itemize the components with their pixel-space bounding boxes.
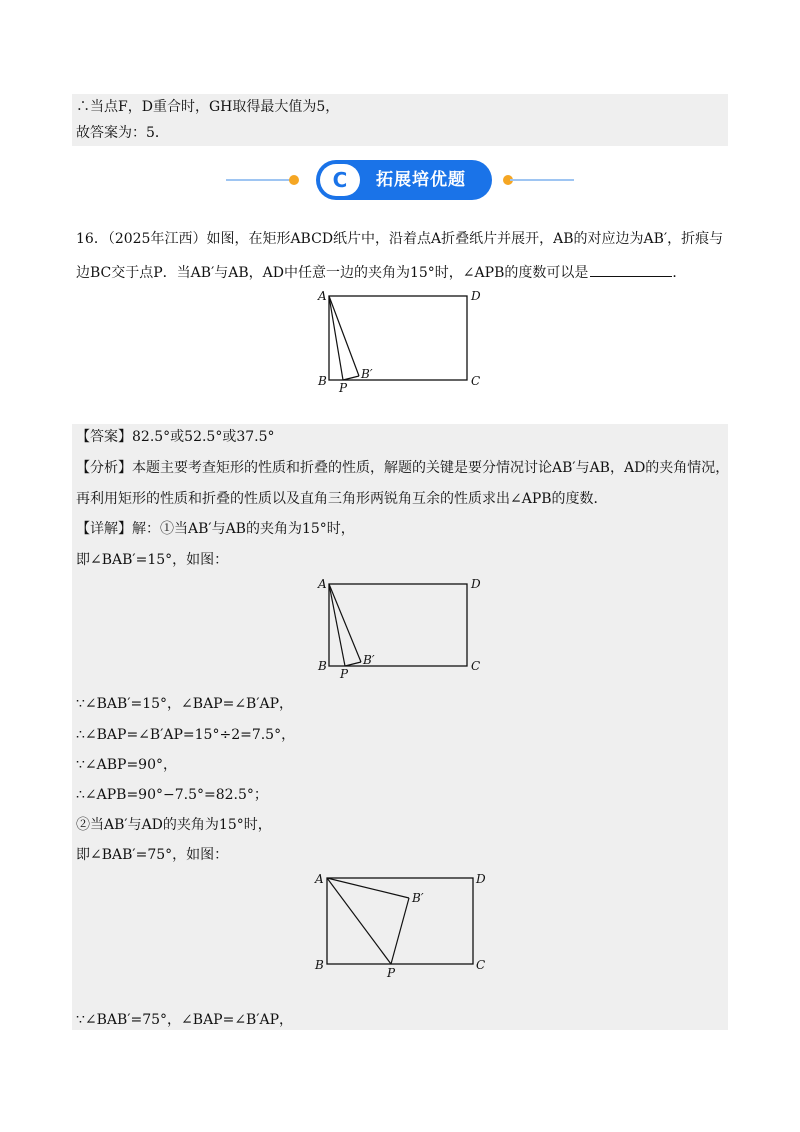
figure-2 (310, 571, 490, 683)
banner-badge-letter: C (332, 168, 348, 192)
label-c-3: C (476, 958, 486, 972)
label-b-2: B (318, 659, 327, 673)
step-line-4: ∴∠APB=90°−7.5°=82.5°； (76, 787, 268, 803)
question-line-2-text: 边BC交于点P．当AB′与AB，AD中任意一边的夹角为15°时，∠APB的度数可以是 (76, 265, 589, 281)
rectangle-abcd (329, 296, 467, 380)
label-p-3: P (387, 966, 396, 980)
fold-line-ap-2 (329, 584, 345, 666)
previous-solution-line-2: 故答案为：5． (76, 125, 169, 141)
label-d-2: D (471, 577, 481, 591)
step-line-5: ∵∠BAB′=75°，∠BAP=∠B′AP， (76, 1012, 294, 1028)
label-b-3: B (315, 958, 324, 972)
previous-solution-line-1: ∴当点F，D重合时，GH取得最大值为5， (76, 99, 340, 115)
banner-left-dot (289, 175, 299, 185)
segment-ab-prime-2 (329, 584, 361, 662)
question-line-2 (76, 262, 686, 283)
label-d: D (471, 289, 481, 303)
analysis-line-2: 再利用矩形的性质和折叠的性质以及直角三角形两锐角互余的性质求出∠APB的度数． (76, 491, 608, 507)
label-c: C (471, 374, 481, 388)
label-c-2: C (471, 659, 481, 673)
label-b-prime: B′ (361, 367, 373, 381)
step-line-3: ∵∠ABP=90°， (76, 757, 178, 773)
figure-3 (310, 864, 500, 982)
case-2-line-1: ②当AB′与AD的夹角为15°时， (76, 817, 272, 833)
rectangle-abcd-2 (329, 584, 467, 666)
label-b-prime-2: B′ (363, 653, 375, 667)
label-p: P (339, 381, 348, 395)
step-line-2: ∴∠BAP=∠B′AP=15°÷2=7.5°， (76, 727, 296, 743)
answer-blank[interactable] (590, 262, 672, 277)
banner-title: 拓展培优题 (376, 170, 466, 190)
answer-line: 【答案】82.5°或52.5°或37.5° (76, 429, 275, 445)
label-b-prime-3: B′ (412, 891, 424, 905)
label-b: B (318, 374, 327, 388)
label-p-2: P (340, 667, 349, 681)
fold-line-ap (329, 296, 343, 380)
detail-line-1: 【详解】解：①当AB′与AB的夹角为15°时， (76, 521, 355, 537)
label-d-3: D (476, 872, 486, 886)
case-2-line-2: 即∠BAB′=75°，如图： (76, 847, 229, 863)
label-a-3: A (315, 872, 324, 886)
step-line-1: ∵∠BAB′=15°，∠BAP=∠B′AP， (76, 696, 294, 712)
detail-line-2: 即∠BAB′=15°，如图： (76, 552, 229, 568)
analysis-line-1: 【分析】本题主要考查矩形的性质和折叠的性质，解题的关键是要分情况讨论AB′与AB，AD的夹角情况， (76, 460, 730, 476)
figure-1 (310, 285, 490, 397)
rectangle-abcd-3 (327, 878, 473, 964)
label-a: A (318, 289, 327, 303)
question-line-2-end: ． (672, 265, 687, 281)
label-a-2: A (318, 577, 327, 591)
segment-ab-prime (329, 296, 359, 376)
segment-pb-prime-3 (391, 898, 409, 964)
question-line-1: 16．（2025年江西）如图，在矩形ABCD纸片中，沿着点A折叠纸片并展开，AB的对应边为AB′，折痕与 (76, 231, 724, 247)
